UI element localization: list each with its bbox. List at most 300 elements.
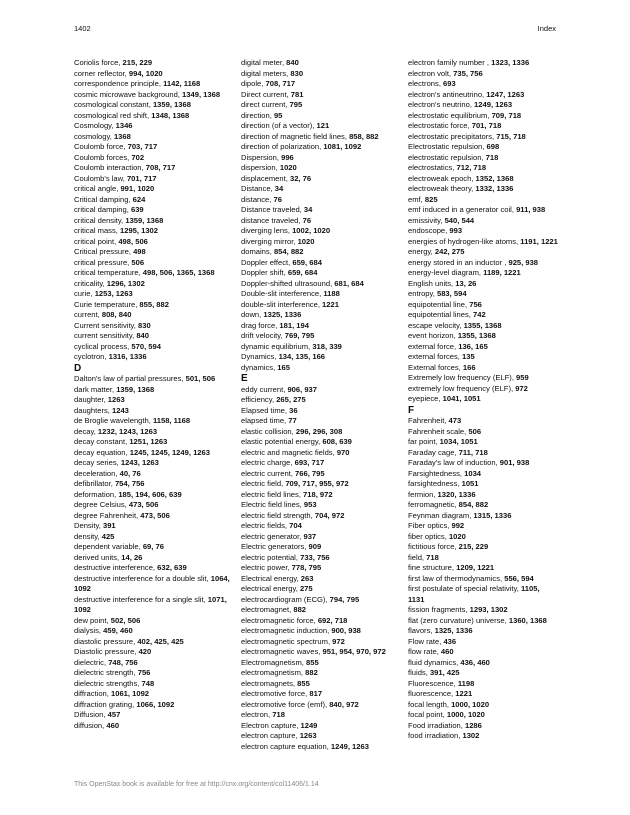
- page-refs: 14, 26: [121, 552, 143, 562]
- page-refs: 1359, 1368: [116, 384, 155, 394]
- index-term: Critical damping,: [74, 194, 133, 204]
- index-term: decay constant,: [74, 437, 130, 446]
- index-term: Doppler shift,: [241, 268, 288, 277]
- index-term: cyclotron,: [74, 352, 109, 361]
- index-term: dew point,: [74, 615, 111, 625]
- page-refs: 1221: [455, 689, 473, 698]
- index-entry: [241, 226, 399, 237]
- index-entry: [408, 511, 558, 522]
- index-column-3: [408, 58, 558, 742]
- index-entry: [408, 58, 558, 69]
- page-refs: 1355, 1368: [463, 320, 502, 330]
- index-entry: [74, 142, 232, 153]
- page-refs: 135: [462, 352, 475, 361]
- index-entry: [74, 689, 232, 700]
- index-term: eyepiece,: [408, 394, 443, 403]
- page-refs: 825: [424, 194, 438, 204]
- index-term: farsightedness,: [408, 479, 462, 488]
- page-refs: 1064, 1092: [74, 573, 230, 593]
- page-refs: 40, 76: [119, 468, 141, 478]
- page-refs: 701, 717: [126, 173, 157, 183]
- index-term: Curie temperature,: [74, 299, 140, 309]
- index-entry: [241, 553, 399, 564]
- index-term: flat (zero curvature) universe,: [408, 615, 509, 625]
- page-refs: 1041, 1051: [442, 394, 481, 403]
- index-term: fermion,: [408, 489, 438, 499]
- index-term: Farsightedness,: [408, 468, 465, 478]
- index-term: Dispersion,: [241, 152, 282, 162]
- index-entry: [74, 427, 232, 438]
- index-term: Coulomb's law,: [74, 173, 127, 183]
- page-refs: 1293, 1302: [469, 605, 508, 614]
- index-term: dependent variable,: [74, 542, 143, 551]
- index-term: Dalton's law of partial pressures,: [74, 374, 186, 383]
- index-term: drift velocity,: [241, 331, 285, 340]
- index-term: electroweak epoch,: [408, 173, 476, 183]
- page-refs: 166: [462, 362, 476, 372]
- index-entry: [74, 321, 232, 332]
- page-refs: 76: [273, 194, 282, 204]
- index-term: domains,: [241, 247, 274, 256]
- index-entry: [241, 574, 399, 585]
- page-refs: 718: [426, 552, 439, 562]
- page-refs: 808, 840: [101, 310, 132, 319]
- index-entry: [408, 700, 558, 711]
- index-term: fluid dynamics,: [408, 657, 461, 667]
- index-term: degree Celsius,: [74, 500, 129, 509]
- index-entry: [408, 626, 558, 637]
- index-term: current,: [74, 310, 102, 319]
- page-refs: 1232, 1243, 1263: [97, 426, 158, 436]
- index-entry: [74, 668, 232, 679]
- index-entry: [74, 132, 232, 143]
- page-refs: 704: [289, 521, 302, 530]
- index-entry: [408, 216, 558, 227]
- section-letter: E: [241, 373, 248, 384]
- index-term: English units,: [408, 278, 456, 288]
- index-entry: [241, 79, 399, 90]
- page-refs: 1209, 1221: [456, 563, 495, 572]
- index-entry: [241, 247, 399, 258]
- index-entry: [241, 310, 399, 321]
- page-refs: 1198: [457, 678, 475, 688]
- page-refs: 1002, 1020: [292, 226, 331, 235]
- index-term: electric field lines,: [241, 489, 304, 499]
- index-term: corner reflector,: [74, 68, 129, 78]
- index-entry: [241, 163, 399, 174]
- page-number: 1402: [74, 24, 91, 33]
- page-refs: 1105, 1131: [408, 584, 540, 604]
- index-term: current sensitivity,: [74, 331, 137, 340]
- index-entry: [408, 584, 558, 605]
- index-entry: [74, 511, 232, 522]
- index-term: cosmological constant,: [74, 100, 153, 109]
- index-entry: [74, 226, 232, 237]
- index-entry: [241, 100, 399, 111]
- page-refs: 659, 684: [292, 257, 322, 267]
- index-entry: [408, 658, 558, 669]
- page-refs: 992: [451, 521, 465, 530]
- page-refs: 718: [272, 710, 285, 719]
- page-refs: 425: [101, 531, 115, 541]
- index-term: efficiency,: [241, 395, 277, 404]
- index-entry: [408, 363, 558, 374]
- index-entry: [74, 721, 232, 732]
- page-refs: 134, 135, 166: [278, 352, 326, 361]
- page-refs: 693: [443, 79, 456, 88]
- index-entry: [241, 679, 399, 690]
- index-entry: [408, 416, 558, 427]
- index-term: Food irradiation,: [408, 720, 465, 730]
- index-entry: [74, 626, 232, 637]
- page-refs: 506: [468, 426, 482, 436]
- page-refs: 972: [332, 636, 345, 646]
- index-entry: [74, 385, 232, 396]
- index-entry: [74, 153, 232, 164]
- index-entry: [74, 163, 232, 174]
- page-refs: 1263: [299, 731, 317, 740]
- index-term: dark matter,: [74, 384, 117, 394]
- page-refs: 993: [449, 226, 463, 235]
- index-term: critical mass,: [74, 226, 120, 235]
- index-entry: [408, 121, 558, 132]
- index-term: electron,: [241, 710, 273, 719]
- index-entry: [74, 300, 232, 311]
- index-term: Electric generators,: [241, 542, 309, 551]
- index-term: electric potential,: [241, 552, 301, 562]
- index-term: decay equation,: [74, 447, 130, 457]
- index-entry: [74, 637, 232, 648]
- page-refs: 457: [107, 710, 121, 719]
- index-term: critical pressure,: [74, 257, 132, 267]
- index-term: Diastolic pressure,: [74, 647, 139, 656]
- index-term: diverging lens,: [241, 226, 293, 235]
- index-entry: [241, 605, 399, 616]
- running-header: Index: [537, 24, 556, 33]
- page-refs: 1332, 1336: [475, 184, 514, 193]
- index-entry: [74, 121, 232, 132]
- index-entry: [74, 195, 232, 206]
- index-entry: [74, 658, 232, 669]
- index-term: Coulomb forces,: [74, 152, 132, 162]
- index-entry: [241, 406, 399, 417]
- index-term: Electrical energy,: [241, 573, 301, 583]
- index-term: Coriolis force,: [74, 58, 123, 67]
- index-entry: [408, 384, 558, 395]
- index-term: electrocardiogram (ECG),: [241, 594, 330, 604]
- page-refs: 1359, 1368: [152, 100, 191, 109]
- index-entry: [74, 532, 232, 543]
- index-term: electric current,: [241, 468, 296, 478]
- index-term: direction of magnetic field lines,: [241, 131, 350, 141]
- page-refs: 391, 425: [429, 668, 460, 677]
- index-entry: [241, 121, 399, 132]
- index-entry: [408, 289, 558, 300]
- index-term: event horizon,: [408, 331, 458, 340]
- index-entry: [74, 416, 232, 427]
- page-refs: 1020: [448, 531, 466, 541]
- page-refs: 632, 639: [157, 563, 187, 572]
- index-term: first law of thermodynamics,: [408, 573, 505, 583]
- index-term: electric power,: [241, 563, 292, 572]
- page-refs: 1346: [115, 121, 133, 130]
- index-entry: [408, 605, 558, 616]
- page-refs: 77: [288, 416, 297, 425]
- index-term: Distance,: [241, 184, 275, 193]
- page-refs: 959: [516, 373, 529, 382]
- index-term: Electron capture,: [241, 720, 301, 730]
- index-entry: [74, 500, 232, 511]
- page-refs: 911, 938: [516, 205, 546, 214]
- index-entry: [408, 331, 558, 342]
- page-refs: 1249, 1263: [474, 100, 513, 109]
- page-refs: 708, 717: [145, 163, 176, 172]
- page-refs: 459, 460: [103, 626, 133, 635]
- page-refs: 402, 425, 425: [137, 636, 184, 646]
- index-term: focal point,: [408, 710, 447, 719]
- index-entry: [408, 321, 558, 332]
- index-entry: [74, 100, 232, 111]
- index-entry: [74, 595, 232, 616]
- index-term: density,: [74, 531, 102, 541]
- page-refs: 608, 639: [322, 437, 352, 446]
- page-refs: 817: [309, 689, 323, 698]
- index-term: direct current,: [241, 100, 290, 109]
- index-entry: [241, 500, 399, 511]
- page-refs: 1296, 1302: [106, 278, 145, 288]
- index-term: double-slit interference,: [241, 299, 323, 309]
- index-term: defibrillator,: [74, 479, 115, 488]
- page-refs: 498, 506: [118, 236, 148, 246]
- index-entry: [241, 342, 399, 353]
- page-refs: 185, 194, 606, 639: [118, 489, 182, 499]
- index-term: External forces,: [408, 362, 463, 372]
- page-refs: 473, 506: [128, 500, 159, 509]
- index-term: decay,: [74, 426, 98, 436]
- index-entry: [241, 58, 399, 69]
- index-term: electric field,: [241, 479, 286, 488]
- index-entry: [74, 479, 232, 490]
- page-refs: 540, 544: [444, 215, 475, 225]
- index-term: Elapsed time,: [241, 405, 290, 415]
- index-entry: [408, 437, 558, 448]
- index-term: electromotive force,: [241, 689, 310, 698]
- index-term: external forces,: [408, 352, 463, 361]
- index-term: Distance traveled,: [241, 205, 304, 214]
- index-term: electric generator,: [241, 531, 304, 541]
- page-refs: 937: [303, 531, 317, 541]
- page-refs: 1360, 1368: [508, 615, 547, 625]
- page-refs: 639: [130, 205, 144, 214]
- index-entry: [241, 700, 399, 711]
- index-term: dispersion,: [241, 163, 280, 172]
- page-refs: 1051: [461, 479, 479, 488]
- index-term: criticality,: [74, 278, 107, 288]
- index-term: Cosmology,: [74, 121, 116, 130]
- page-refs: 901, 938: [499, 458, 530, 467]
- page-refs: 498, 506, 1365, 1368: [142, 268, 215, 277]
- index-entry: [74, 458, 232, 469]
- index-term: electrostatic equilibrium,: [408, 110, 492, 120]
- page-refs: 715, 718: [496, 131, 526, 141]
- page-refs: 165: [277, 362, 290, 372]
- index-entry: [74, 679, 232, 690]
- index-entry: [74, 563, 232, 574]
- index-term: elapsed time,: [241, 416, 289, 425]
- index-term: curie,: [74, 289, 95, 298]
- index-entry: [241, 469, 399, 480]
- page-refs: 854, 882: [458, 500, 489, 509]
- index-entry: [408, 563, 558, 574]
- index-entry: [74, 184, 232, 195]
- index-term: emf induced in a generator coil,: [408, 205, 517, 214]
- index-term: drag force,: [241, 320, 280, 330]
- page-refs: 1302: [462, 731, 480, 740]
- index-entry: [408, 616, 558, 627]
- index-term: dialysis,: [74, 626, 104, 635]
- page-refs: 1189, 1221: [483, 268, 521, 277]
- index-term: Direct current,: [241, 89, 291, 99]
- index-term: critical density,: [74, 215, 126, 225]
- index-term: fiber optics,: [408, 531, 449, 541]
- index-term: flavors,: [408, 626, 435, 635]
- page-refs: 1295, 1302: [120, 226, 159, 235]
- page-refs: 473, 506: [140, 510, 170, 520]
- index-term: electrostatic precipitators,: [408, 131, 497, 141]
- page-refs: 1071, 1092: [74, 594, 227, 614]
- page-refs: 181, 194: [279, 320, 309, 330]
- index-entry: [74, 258, 232, 269]
- page-refs: 436, 460: [460, 657, 490, 667]
- index-term: electron family number ,: [408, 58, 492, 67]
- page-refs: 692, 718: [317, 615, 348, 625]
- index-term: deformation,: [74, 489, 119, 499]
- index-term: emf,: [408, 194, 425, 204]
- index-term: cosmological red shift,: [74, 110, 152, 120]
- index-term: energy,: [408, 247, 435, 256]
- page-refs: 1352, 1368: [475, 173, 514, 183]
- index-entry: [241, 584, 399, 595]
- page-refs: 215, 229: [122, 58, 153, 67]
- page-refs: 583, 594: [436, 289, 467, 298]
- page-refs: 925, 938: [508, 257, 539, 267]
- index-term: cosmic microwave background,: [74, 89, 183, 99]
- page-refs: 1081, 1092: [323, 142, 362, 151]
- page-refs: 1316, 1336: [108, 352, 147, 361]
- index-entry: [408, 163, 558, 174]
- index-term: electromagnetic induction,: [241, 626, 332, 635]
- page-refs: 882: [293, 605, 307, 614]
- index-entry: [74, 111, 232, 122]
- page-refs: 854, 882: [273, 247, 304, 256]
- page-refs: 882: [305, 668, 318, 677]
- index-entry: [408, 458, 558, 469]
- index-entry: [241, 300, 399, 311]
- page-refs: 13, 26: [455, 278, 477, 288]
- index-entry: [241, 279, 399, 290]
- page-refs: 754, 756: [114, 479, 145, 488]
- index-entry: [241, 427, 399, 438]
- index-term: electromagnets,: [241, 678, 298, 688]
- index-term: Doppler-shifted ultrasound,: [241, 278, 335, 288]
- page-refs: 858, 882: [349, 131, 379, 141]
- index-entry: [74, 490, 232, 501]
- index-term: electric charge,: [241, 458, 295, 467]
- index-entry: [408, 90, 558, 101]
- index-entry: [408, 710, 558, 721]
- page-refs: 265, 275: [276, 395, 306, 404]
- page-refs: 36: [289, 405, 298, 415]
- page-refs: 733, 756: [300, 552, 330, 562]
- index-term: field,: [408, 552, 427, 562]
- index-entry: [408, 79, 558, 90]
- index-term: Double-slit interference,: [241, 289, 324, 298]
- index-entry: [241, 385, 399, 396]
- index-term: energy stored in an inductor ,: [408, 257, 509, 267]
- index-entry: [74, 574, 232, 595]
- index-term: fission fragments,: [408, 605, 470, 614]
- page-refs: 1359, 1368: [125, 215, 164, 225]
- index-term: equipotential line,: [408, 299, 470, 309]
- page-refs: 1000, 1020: [446, 710, 485, 719]
- index-entry: [241, 448, 399, 459]
- page-refs: 756: [469, 299, 482, 309]
- index-term: elastic potential energy,: [241, 437, 323, 446]
- index-entry: [408, 679, 558, 690]
- page-refs: 900, 938: [331, 626, 361, 635]
- index-term: dielectric,: [74, 657, 109, 667]
- page-refs: 391: [102, 521, 116, 530]
- index-entry: [241, 132, 399, 143]
- index-term: cyclical process,: [74, 341, 132, 351]
- index-term: equipotential lines,: [408, 310, 474, 319]
- index-entry: [74, 331, 232, 342]
- page-refs: 136, 165: [458, 341, 488, 351]
- page-refs: 296, 296, 308: [295, 426, 343, 436]
- index-term: electrostatic repulsion,: [408, 152, 486, 162]
- page-refs: 76: [302, 215, 312, 225]
- index-term: Electromagnetism,: [241, 657, 306, 667]
- page-refs: 1249: [300, 720, 318, 730]
- footer-note: This OpenStax book is available for free at http://cnx.org/content/col11406/1.14: [74, 781, 319, 788]
- index-term: critical angle,: [74, 184, 121, 193]
- index-term: decay series,: [74, 458, 121, 467]
- page-refs: 420: [138, 647, 152, 656]
- index-term: de Broglie wavelength,: [74, 416, 153, 425]
- index-entry: [241, 458, 399, 469]
- page-refs: 1320, 1336: [437, 489, 476, 499]
- index-entry: [241, 216, 399, 227]
- page-refs: 855, 882: [139, 299, 169, 309]
- page-refs: 718, 972: [303, 489, 333, 499]
- page-refs: 318, 339: [312, 341, 342, 351]
- index-entry: [241, 90, 399, 101]
- page-refs: 659, 684: [287, 268, 318, 277]
- index-term: fluorescence,: [408, 689, 456, 698]
- index-term: electrical energy,: [241, 584, 300, 593]
- index-term: far point,: [408, 437, 440, 446]
- page-refs: 681, 684: [334, 278, 364, 288]
- index-term: endoscope,: [408, 226, 450, 235]
- page-refs: 840: [136, 331, 149, 340]
- index-entry: [408, 184, 558, 195]
- index-term: dynamics,: [241, 362, 278, 372]
- index-entry: [408, 731, 558, 742]
- index-term: Dynamics,: [241, 352, 279, 361]
- index-entry: [241, 111, 399, 122]
- page-refs: 570, 594: [131, 341, 161, 351]
- index-entry: [241, 268, 399, 279]
